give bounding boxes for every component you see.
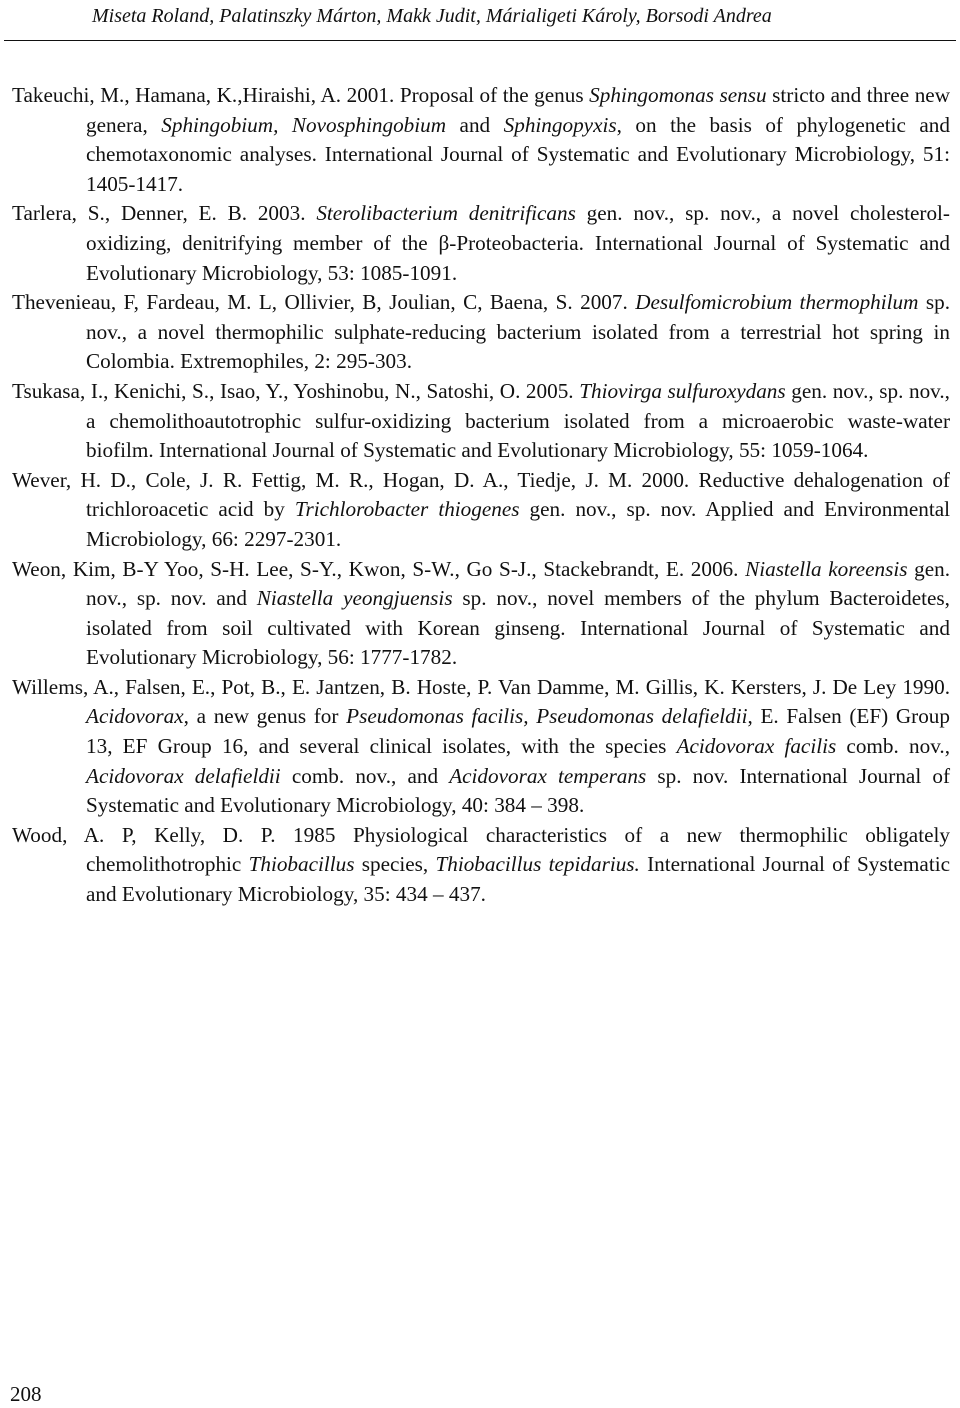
reference-italic-text: Pseudomonas facilis, Pseudomonas delafieldii <box>346 704 748 729</box>
reference-entry <box>12 466 950 555</box>
reference-entry <box>12 81 950 199</box>
reference-text: species, <box>354 852 436 877</box>
reference-text: Tsukasa, I., Kenichi, S., Isao, Y., Yoshinobu, N., Satoshi, O. 2005. <box>12 378 580 403</box>
reference-text: gen. nov., sp. nov., a novel cholesterol-oxidizing, denitrifying member of the β-Proteobacteria. International Journal of Systematic and Evolutionary Microbiology, 53: 1085-1091. <box>86 201 950 285</box>
reference-text: sp. nov. International Journal of Systematic and Evolutionary Microbiology, 40: 384 – 398. <box>86 763 950 818</box>
reference-italic-text: Acidovorax temperans <box>449 763 647 788</box>
reference-text: Thevenieau, F, Fardeau, M. L, Ollivier, B, Joulian, C, Baena, S. 2007. <box>12 290 636 315</box>
reference-entry <box>12 821 950 910</box>
reference-italic-text: Thiobacillus <box>248 852 355 877</box>
reference-entry <box>12 555 950 673</box>
reference-text: gen. nov., sp. nov. Applied and Environmental Microbiology, 66: 2297-2301. <box>86 497 951 551</box>
reference-text: sp. nov., a novel thermophilic sulphate-reducing bacterium isolated from a terrestrial hot spring in Colombia. Extremophiles, 2: 295-303. <box>86 290 950 374</box>
reference-text: , a new genus for <box>183 704 347 729</box>
reference-italic-text: Acidovorax <box>86 704 184 729</box>
reference-entry <box>12 673 950 821</box>
reference-italic-text: Thiovirga sulfuroxydans <box>579 378 786 403</box>
reference-italic-text: Niastella koreensis <box>745 556 908 581</box>
reference-entry <box>12 199 950 288</box>
reference-entry <box>12 377 950 466</box>
reference-list <box>12 81 950 910</box>
reference-italic-text: Desulfomicrobium thermophilum <box>635 290 919 315</box>
page-number: 208 <box>10 1382 42 1406</box>
reference-italic-text: Trichlorobacter thiogenes <box>294 497 520 522</box>
reference-text: Weon, Kim, B-Y Yoo, S-H. Lee, S-Y., Kwon, S-W., Go S-J., Stackebrandt, E. 2006. <box>12 556 746 581</box>
header-rule <box>4 40 956 41</box>
reference-text: Willems, A., Falsen, E., Pot, B., E. Jantzen, B. Hoste, P. Van Damme, M. Gillis, K. Kersters, J. De Ley 1990. <box>12 674 950 699</box>
reference-italic-text: Acidovorax delafieldii <box>86 763 281 788</box>
reference-italic-text: Thiobacillus tepidarius. <box>435 852 640 877</box>
reference-entry <box>12 288 950 377</box>
reference-text: stricto and three new genera, <box>86 83 950 137</box>
reference-text: , on the basis of phylogenetic and chemotaxonomic analyses. International Journal of Systematic and Evolutionary Microbiology, 51: 1405-1417. <box>86 112 950 196</box>
reference-text: gen. nov., sp. nov., a chemolithoautotrophic sulfur-oxidizing bacterium isolated from a microaerobic waste-water biofilm. International Journal of Systematic and Evolutionary Microbiology, 55: 1059-1064. <box>86 378 950 463</box>
reference-italic-text: Sphingopyxis <box>503 112 617 137</box>
reference-text: International Journal of Systematic and Evolutionary Microbiology, 35: 434 – 437. <box>86 852 950 907</box>
reference-italic-text: Niastella yeongjuensis <box>256 586 453 611</box>
running-header-authors: Miseta Roland, Palatinszky Márton, Makk Judit, Márialigeti Károly, Borsodi Andrea <box>92 5 772 27</box>
reference-text: Wever, H. D., Cole, J. R. Fettig, M. R., Hogan, D. A., Tiedje, J. M. 2000. Reductive dehalogenation of trichloroacetic acid by <box>12 467 950 522</box>
reference-text: gen. nov., sp. nov. and <box>86 556 950 611</box>
reference-text: sp. nov., novel members of the phylum Bacteroidetes, isolated from soil cultivated with Korean ginseng. International Journal of Systematic and Evolutionary Microbiology, 56: 1777-1782. <box>86 586 950 670</box>
reference-italic-text: Sphingomonas sensu <box>589 83 767 107</box>
reference-italic-text: Acidovorax facilis <box>676 734 837 759</box>
reference-italic-text: Sterolibacterium denitrificans <box>316 201 576 226</box>
reference-text: , E. Falsen (EF) Group 13, EF Group 16, and several clinical isolates, with the species <box>86 704 950 759</box>
reference-text: and <box>446 112 504 137</box>
reference-text: Tarlera, S., Denner, E. B. 2003. <box>12 201 317 226</box>
reference-italic-text: Sphingobium, Novosphingobium <box>161 112 447 137</box>
reference-text: comb. nov., <box>836 734 951 759</box>
reference-text: Takeuchi, M., Hamana, K.,Hiraishi, A. 2001. Proposal of the genus <box>12 83 590 107</box>
reference-text: Wood, A. P, Kelly, D. P. 1985 Physiological characteristics of a new thermophilic obligately chemolithotrophic <box>12 822 950 877</box>
reference-text: comb. nov., and <box>280 763 450 788</box>
